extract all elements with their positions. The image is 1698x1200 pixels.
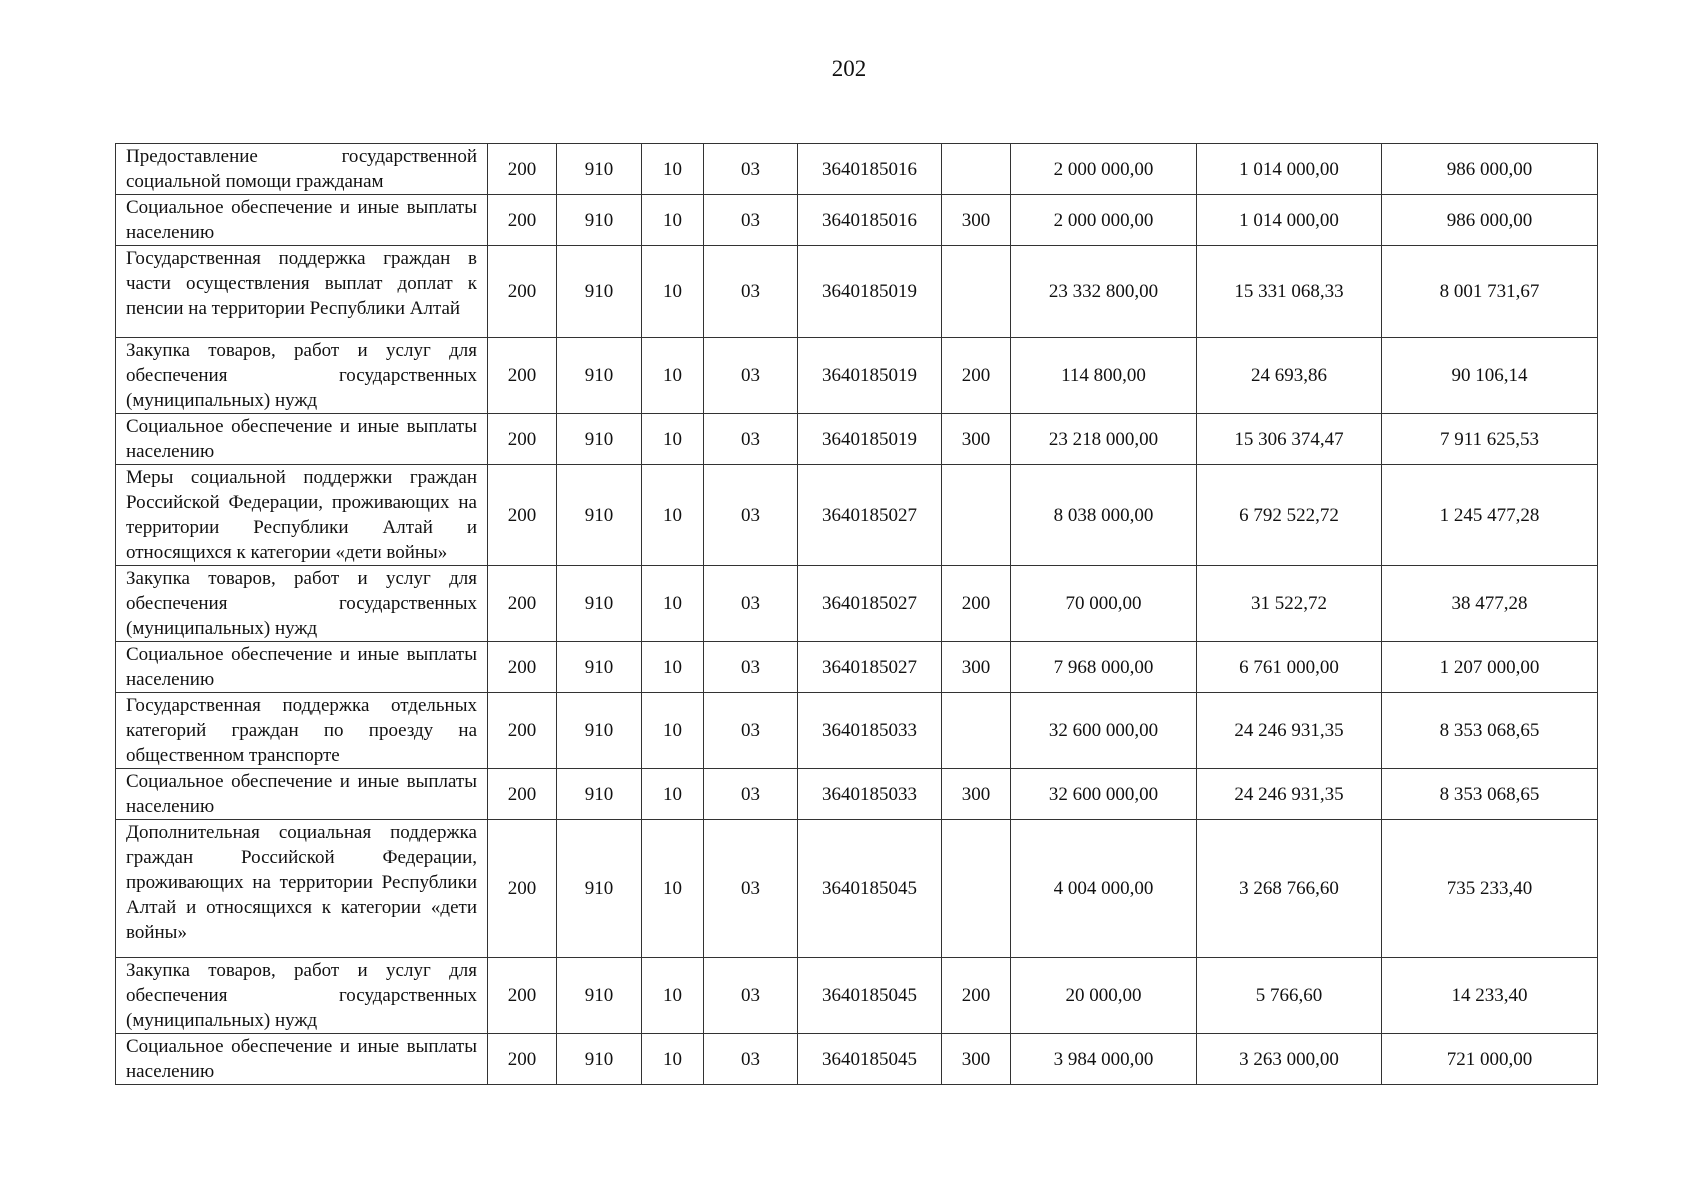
- section-code-cell: 10: [642, 642, 704, 693]
- expense-type-cell: 300: [942, 642, 1011, 693]
- table-row: [116, 769, 1598, 820]
- ministry-code-cell: 910: [557, 338, 642, 414]
- remaining-amount-cell: 8 353 068,65: [1382, 693, 1598, 769]
- target-article-cell: 3640185045: [798, 1034, 942, 1085]
- ministry-code-cell: 910: [557, 195, 642, 246]
- executed-amount-cell: 1 014 000,00: [1197, 195, 1382, 246]
- budget-item-name: Социальное обеспечение и иные выплаты населению: [116, 414, 488, 465]
- ministry-code-cell: 910: [557, 642, 642, 693]
- table-row: [116, 414, 1598, 465]
- subsection-code-cell: 03: [704, 195, 798, 246]
- subsection-code-cell: 03: [704, 566, 798, 642]
- budget-item-name: Закупка товаров, работ и услуг для обеспечения государственных (муниципальных) нужд: [116, 958, 488, 1034]
- section-code-cell: 10: [642, 769, 704, 820]
- remaining-amount-cell: 8 353 068,65: [1382, 769, 1598, 820]
- expense-type-cell: 200: [942, 958, 1011, 1034]
- code-cell: 200: [488, 246, 557, 338]
- remaining-amount-cell: 721 000,00: [1382, 1034, 1598, 1085]
- code-cell: 200: [488, 769, 557, 820]
- section-code-cell: 10: [642, 144, 704, 195]
- budget-item-name: Социальное обеспечение и иные выплаты населению: [116, 195, 488, 246]
- budget-item-name: Дополнительная социальная поддержка граждан Российской Федерации, проживающих на территории Республики Алтай и относящихся к категории «дети войны»: [116, 820, 488, 958]
- budget-item-name: Социальное обеспечение и иные выплаты населению: [116, 1034, 488, 1085]
- ministry-code-cell: 910: [557, 566, 642, 642]
- code-cell: 200: [488, 958, 557, 1034]
- target-article-cell: 3640185027: [798, 642, 942, 693]
- executed-amount-cell: 31 522,72: [1197, 566, 1382, 642]
- subsection-code-cell: 03: [704, 769, 798, 820]
- remaining-amount-cell: 986 000,00: [1382, 144, 1598, 195]
- planned-amount-cell: 23 218 000,00: [1011, 414, 1197, 465]
- ministry-code-cell: 910: [557, 414, 642, 465]
- expense-type-cell: [942, 246, 1011, 338]
- expense-type-cell: 300: [942, 414, 1011, 465]
- code-cell: 200: [488, 144, 557, 195]
- remaining-amount-cell: 38 477,28: [1382, 566, 1598, 642]
- expense-type-cell: 200: [942, 338, 1011, 414]
- target-article-cell: 3640185016: [798, 195, 942, 246]
- remaining-amount-cell: 735 233,40: [1382, 820, 1598, 958]
- subsection-code-cell: 03: [704, 338, 798, 414]
- section-code-cell: 10: [642, 465, 704, 566]
- planned-amount-cell: 2 000 000,00: [1011, 144, 1197, 195]
- expense-type-cell: 200: [942, 566, 1011, 642]
- budget-item-name: Предоставление государственной социальной помощи гражданам: [116, 144, 488, 195]
- section-code-cell: 10: [642, 693, 704, 769]
- expense-type-cell: [942, 465, 1011, 566]
- ministry-code-cell: 910: [557, 246, 642, 338]
- ministry-code-cell: 910: [557, 465, 642, 566]
- remaining-amount-cell: 8 001 731,67: [1382, 246, 1598, 338]
- expense-type-cell: 300: [942, 1034, 1011, 1085]
- planned-amount-cell: 32 600 000,00: [1011, 769, 1197, 820]
- executed-amount-cell: 6 761 000,00: [1197, 642, 1382, 693]
- expense-type-cell: 300: [942, 769, 1011, 820]
- subsection-code-cell: 03: [704, 414, 798, 465]
- subsection-code-cell: 03: [704, 958, 798, 1034]
- expense-type-cell: 300: [942, 195, 1011, 246]
- table-row: [116, 144, 1598, 195]
- subsection-code-cell: 03: [704, 693, 798, 769]
- target-article-cell: 3640185033: [798, 769, 942, 820]
- planned-amount-cell: 7 968 000,00: [1011, 642, 1197, 693]
- target-article-cell: 3640185033: [798, 693, 942, 769]
- remaining-amount-cell: 1 245 477,28: [1382, 465, 1598, 566]
- remaining-amount-cell: 14 233,40: [1382, 958, 1598, 1034]
- code-cell: 200: [488, 642, 557, 693]
- executed-amount-cell: 6 792 522,72: [1197, 465, 1382, 566]
- executed-amount-cell: 3 263 000,00: [1197, 1034, 1382, 1085]
- code-cell: 200: [488, 338, 557, 414]
- executed-amount-cell: 24 246 931,35: [1197, 769, 1382, 820]
- subsection-code-cell: 03: [704, 144, 798, 195]
- budget-item-name: Закупка товаров, работ и услуг для обеспечения государственных (муниципальных) нужд: [116, 566, 488, 642]
- table-row: [116, 642, 1598, 693]
- remaining-amount-cell: 7 911 625,53: [1382, 414, 1598, 465]
- table-row: [116, 195, 1598, 246]
- subsection-code-cell: 03: [704, 642, 798, 693]
- budget-item-name: Социальное обеспечение и иные выплаты населению: [116, 642, 488, 693]
- planned-amount-cell: 2 000 000,00: [1011, 195, 1197, 246]
- planned-amount-cell: 3 984 000,00: [1011, 1034, 1197, 1085]
- code-cell: 200: [488, 566, 557, 642]
- subsection-code-cell: 03: [704, 820, 798, 958]
- table-row: [116, 465, 1598, 566]
- subsection-code-cell: 03: [704, 1034, 798, 1085]
- expense-type-cell: [942, 820, 1011, 958]
- section-code-cell: 10: [642, 1034, 704, 1085]
- table-row: [116, 246, 1598, 338]
- budget-item-name: Государственная поддержка граждан в части осуществления выплат доплат к пенсии на территории Республики Алтай: [116, 246, 488, 338]
- target-article-cell: 3640185019: [798, 246, 942, 338]
- budget-item-name: Государственная поддержка отдельных категорий граждан по проезду на общественном транспорте: [116, 693, 488, 769]
- section-code-cell: 10: [642, 246, 704, 338]
- section-code-cell: 10: [642, 820, 704, 958]
- executed-amount-cell: 24 246 931,35: [1197, 693, 1382, 769]
- executed-amount-cell: 24 693,86: [1197, 338, 1382, 414]
- planned-amount-cell: 23 332 800,00: [1011, 246, 1197, 338]
- code-cell: 200: [488, 195, 557, 246]
- code-cell: 200: [488, 414, 557, 465]
- section-code-cell: 10: [642, 566, 704, 642]
- remaining-amount-cell: 1 207 000,00: [1382, 642, 1598, 693]
- ministry-code-cell: 910: [557, 693, 642, 769]
- table-row: [116, 693, 1598, 769]
- ministry-code-cell: 910: [557, 1034, 642, 1085]
- table-body: [116, 144, 1598, 1085]
- table-row: [116, 1034, 1598, 1085]
- subsection-code-cell: 03: [704, 465, 798, 566]
- target-article-cell: 3640185045: [798, 958, 942, 1034]
- code-cell: 200: [488, 820, 557, 958]
- planned-amount-cell: 114 800,00: [1011, 338, 1197, 414]
- expense-type-cell: [942, 144, 1011, 195]
- budget-item-name: Меры социальной поддержки граждан Российской Федерации, проживающих на территории Республики Алтай и относящихся к категории «дети войны»: [116, 465, 488, 566]
- budget-item-name: Закупка товаров, работ и услуг для обеспечения государственных (муниципальных) нужд: [116, 338, 488, 414]
- budget-item-name: Социальное обеспечение и иные выплаты населению: [116, 769, 488, 820]
- target-article-cell: 3640185027: [798, 465, 942, 566]
- executed-amount-cell: 5 766,60: [1197, 958, 1382, 1034]
- table-row: [116, 958, 1598, 1034]
- budget-table: [115, 143, 1598, 1085]
- table-row: [116, 820, 1598, 958]
- code-cell: 200: [488, 693, 557, 769]
- ministry-code-cell: 910: [557, 820, 642, 958]
- page-number: 202: [831, 56, 867, 81]
- target-article-cell: 3640185045: [798, 820, 942, 958]
- remaining-amount-cell: 986 000,00: [1382, 195, 1598, 246]
- section-code-cell: 10: [642, 958, 704, 1034]
- section-code-cell: 10: [642, 414, 704, 465]
- planned-amount-cell: 20 000,00: [1011, 958, 1197, 1034]
- code-cell: 200: [488, 465, 557, 566]
- target-article-cell: 3640185019: [798, 414, 942, 465]
- planned-amount-cell: 8 038 000,00: [1011, 465, 1197, 566]
- section-code-cell: 10: [642, 338, 704, 414]
- planned-amount-cell: 32 600 000,00: [1011, 693, 1197, 769]
- executed-amount-cell: 1 014 000,00: [1197, 144, 1382, 195]
- code-cell: 200: [488, 1034, 557, 1085]
- planned-amount-cell: 70 000,00: [1011, 566, 1197, 642]
- target-article-cell: 3640185019: [798, 338, 942, 414]
- ministry-code-cell: 910: [557, 769, 642, 820]
- executed-amount-cell: 15 306 374,47: [1197, 414, 1382, 465]
- remaining-amount-cell: 90 106,14: [1382, 338, 1598, 414]
- executed-amount-cell: 15 331 068,33: [1197, 246, 1382, 338]
- target-article-cell: 3640185027: [798, 566, 942, 642]
- target-article-cell: 3640185016: [798, 144, 942, 195]
- table-row: [116, 566, 1598, 642]
- expense-type-cell: [942, 693, 1011, 769]
- section-code-cell: 10: [642, 195, 704, 246]
- executed-amount-cell: 3 268 766,60: [1197, 820, 1382, 958]
- subsection-code-cell: 03: [704, 246, 798, 338]
- ministry-code-cell: 910: [557, 958, 642, 1034]
- table-row: [116, 338, 1598, 414]
- planned-amount-cell: 4 004 000,00: [1011, 820, 1197, 958]
- ministry-code-cell: 910: [557, 144, 642, 195]
